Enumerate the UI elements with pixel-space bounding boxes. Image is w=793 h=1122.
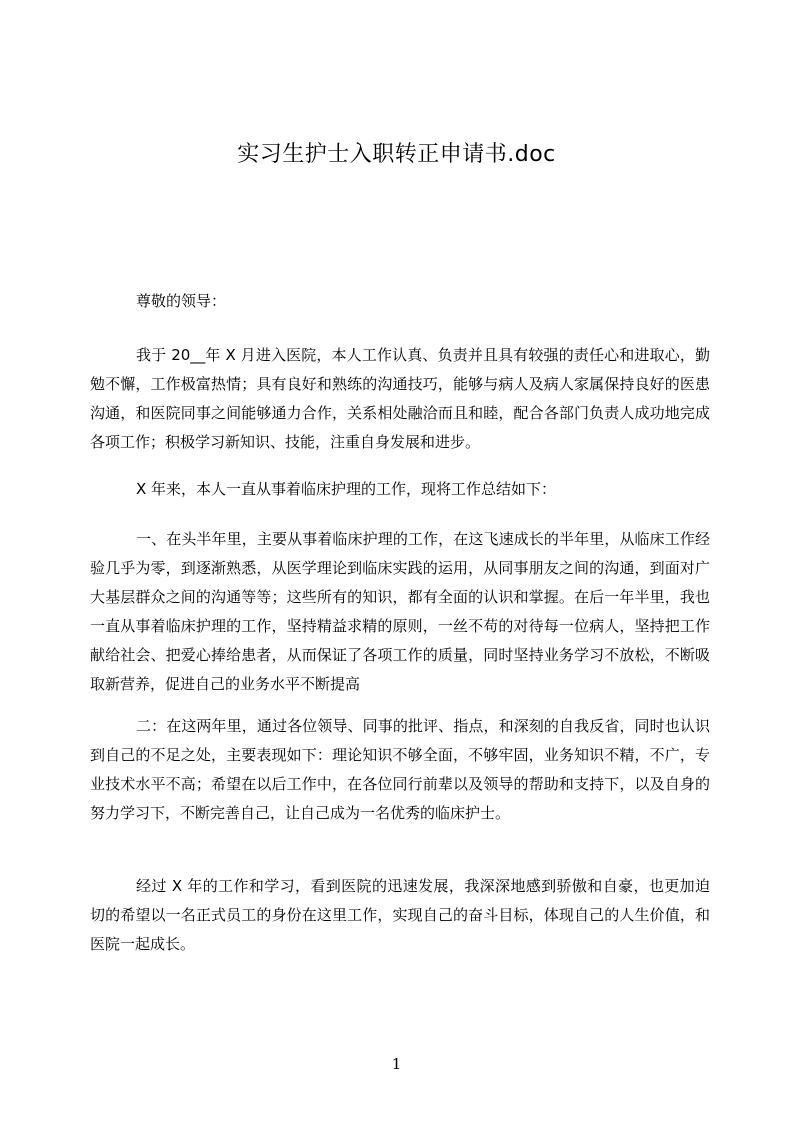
page-number: 1: [391, 1055, 402, 1073]
document-title: 实习生护士入职转正申请书.doc: [237, 142, 556, 167]
paragraph-intro: 我于 20__年 X 月进入医院，本人工作认真、负责并且具有较强的责任心和进取心，勤勉不懈，工作极富热情；具有良好和熟练的沟通技巧，能够与病人及病人家属保持良好的医患沟通，和医院同事之间能够通力合作，关系相处融洽而且和睦，配合各部门负责人成功地完成各项工作；积极学习新知识、技能，注重自身发展和进步。: [90, 346, 710, 451]
paragraph-self-reflection: 二：在这两年里，通过各位领导、同事的批评、指点，和深刻的自我反省，同时也认识到自己的不足之处，主要表现如下：理论知识不够全面，不够牢固，业务知识不精，不广，专业技术水平不高；希望在以后工作中，在各位同行前辈以及领导的帮助和支持下，以及自身的努力学习下，不断完善自己，让自己成为一名优秀的临床护士。: [90, 717, 710, 822]
paragraph-conclusion: 经过 X 年的工作和学习，看到医院的迅速发展，我深深地感到骄傲和自豪，也更加迫切的希望以一名正式员工的身份在这里工作，实现自己的奋斗目标，体现自己的人生价值，和医院一起成长。: [90, 877, 710, 953]
paragraph-summary-lead: X 年来，本人一直从事着临床护理的工作，现将工作总结如下：: [136, 480, 557, 498]
greeting: 尊敬的领导：: [136, 292, 227, 310]
paragraph-first-period: 一、在头半年里，主要从事着临床护理的工作，在这飞速成长的半年里，从临床工作经验几乎为零，到逐渐熟悉，从医学理论到临床实践的运用，从同事朋友之间的沟通，到面对广大基层群众之间的沟通等等；这些所有的知识，都有全面的认识和掌握。在后一年半里，我也一直从事着临床护理的工作，坚持精益求精的原则，一丝不苟的对待每一位病人，坚持把工作献给社会、把爱心捧给患者，从而保证了各项工作的质量，同时坚持业务学习不放松，不断吸取新营养，促进自己的业务水平不断提高: [90, 530, 710, 693]
